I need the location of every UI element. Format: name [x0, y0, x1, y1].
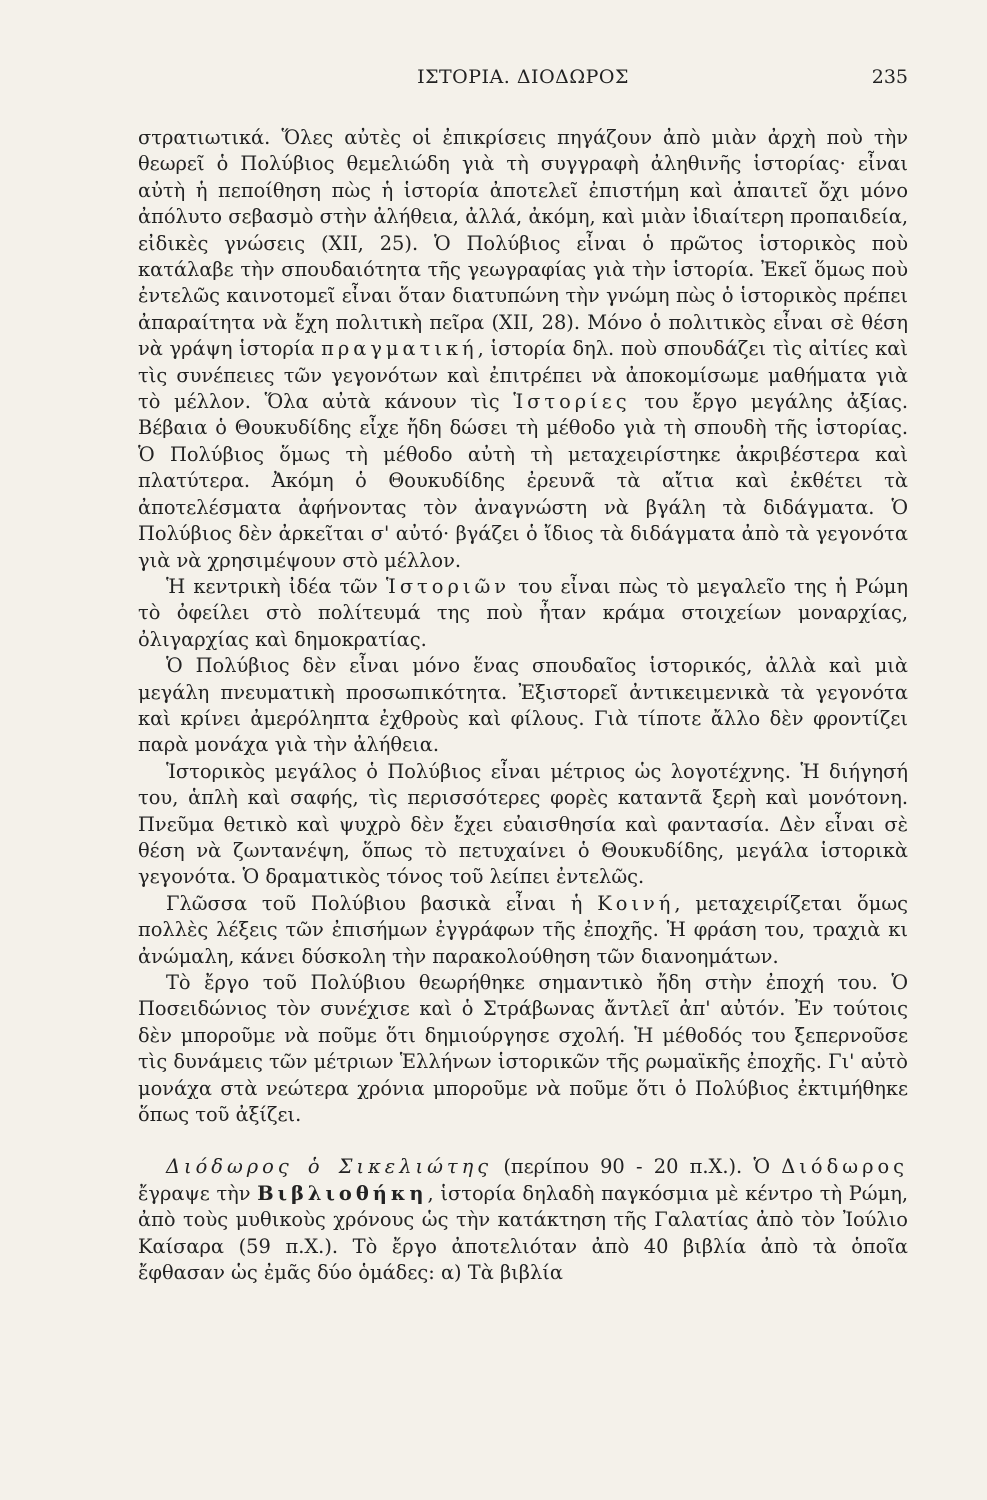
text-run: , ἱστορία δηλαδὴ παγκόσμια μὲ κέντρο τὴ Ρώμη, ἀπὸ τοὺς μυθικοὺς χρόνους ὡς τὴν κατάκτηση τῆς Γαλατίας ἀπὸ τὸν Ἰούλιο Καίσαρα (59 π.Χ.). Τὸ ἔργο ἀποτελιόταν ἀπὸ 40 βιβλία ἀπὸ τὰ ὁποῖα ἔφθασαν ὡς ἐμᾶς δύο ὁμάδες: α) Τὰ βιβλία [138, 1181, 909, 1285]
paragraph-personality: Ὁ Πολύβιος δὲν εἶναι μόνο ἕνας σπουδαῖος ἱστορικός, ἀλλὰ καὶ μιὰ μεγάλη πνευματικὴ προσωπικότητα. Ἐξιστορεῖ ἀντικειμενικὰ τὰ γεγονότα καὶ κρίνει ἀμερόληπτα ἐχθροὺς καὶ φίλους. Γιὰ τίποτε ἄλλο δὲν φροντίζει παρὰ μονάχα γιὰ τὴν ἀλήθεια. [138, 654, 908, 757]
paragraph-central-idea [138, 574, 908, 653]
emphasis-spaced: Κοινή [597, 891, 675, 915]
page-number: 235 [871, 66, 908, 88]
text-run: , ἱστορία δηλ. ποὺ σπουδάζει τὶς αἰτίες καὶ τὶς συνέπειες τῶν γεγονότων καὶ ἐπιτρέπει νὰ ἀποκομίσωμε μαθήματα γιὰ τὸ μέλλον. Ὅλα αὐτὰ κάνουν τὶς [138, 337, 908, 414]
paragraph-diodorus [138, 1154, 908, 1286]
text-run: του ἔργο μεγάλης ἀξίας. Βέβαια ὁ Θουκυδίδης εἶχε ἤδη δώσει τὴ μέθοδο γιὰ τὴ σπουδὴ τῆς ἱστορίας. Ὁ Πολύβιος ὅμως τὴ μέθοδο αὐτὴ τὴ μεταχειρίστηκε ἀκριβέστερα καὶ πλατύτερα. Ἀκόμη ὁ Θουκυδίδης ἐρευνᾶ τὰ αἴτια καὶ ἐκθέτει τὰ ἀποτελέσματα ἀφήνοντας τὸν ἀναγνώστη νὰ βγάλη τὰ διδάγματα. Ὁ Πολύβιος δὲν ἀρκεῖται σ' αὐτό· βγάζει ὁ ἴδιος τὰ διδάγματα ἀπὸ τὰ γεγονότα γιὰ νὰ χρησιμέψουν στὸ μέλλον. [138, 390, 908, 572]
emphasis-spaced: πραγματική [321, 337, 478, 361]
running-head: ΙΣΤΟΡΙΑ. ΔΙΟΔΩΡΟΣ [417, 66, 629, 88]
text-run: Ἡ κεντρικὴ ἰδέα τῶν [166, 574, 386, 598]
text-run: Γλῶσσα τοῦ Πολύβιου βασικὰ εἶναι ἡ [166, 891, 598, 915]
paragraph-polybius-method [138, 125, 908, 574]
emphasis-spaced: Ἱστορίες [513, 390, 631, 414]
text-run: , μεταχειρίζεται ὅμως πολλὲς λέξεις τῶν ἐπισήμων ἐγγράφων τῆς ἐποχῆς. Ἡ φράση του, τραχιὰ κι ἀνώμαλη, κάνει δύσκολη τὴν παρακολούθηση τῶν διανοημάτων. [138, 891, 908, 968]
text-run: ἔγραψε τὴν [138, 1181, 258, 1205]
text-run: (περίπου 90 - 20 π.Χ.). Ὁ [492, 1155, 782, 1179]
text-run: στρατιωτικά. Ὅλες αὐτὲς οἱ ἐπικρίσεις πηγάζουν ἀπὸ μιὰν ἀρχὴ ποὺ τὴν θεωρεῖ ὁ Πολύβιος θεμελιώδη γιὰ τὴ συγγραφὴ ἀληθινῆς ἱστορίας· εἶναι αὐτὴ ἡ πεποίθηση πὼς ἡ ἱστορία ἀποτελεῖ ἐπιστήμη καὶ ἀπαιτεῖ ὄχι μόνο ἀπόλυτο σεβασμὸ στὴν ἀλήθεια, ἀλλά, ἀκόμη, καὶ μιὰν ἰδιαίτερη προπαιδεία, εἰδικὲς γνώσεις (XII, 25). Ὁ Πολύβιος εἶναι ὁ πρῶτος ἱστορικὸς ποὺ κατάλαβε τὴν σπουδαιότητα τῆς γεωγραφίας γιὰ τὴν ἱστορία. Ἐκεῖ ὅμως ποὺ ἐντελῶς καινοτομεῖ εἶναι ὅταν διατυπώνη τὴν γνώμη πὼς ὁ ἱστορικὸς πρέπει ἀπαραίτητα νὰ ἔχη πολιτικὴ πεῖρα (XII, 28). Μόνο ὁ πολιτικὸς εἶναι σὲ θέση νὰ γράψη ἱστορία [138, 126, 908, 361]
section-heading-diodorus: Διόδωρος ὁ Σικελιώτης [166, 1155, 493, 1179]
emphasis-spaced: Διόδωρος [781, 1155, 908, 1179]
text-run: του εἶναι πὼς τὸ μεγαλεῖο της ἡ Ρώμη τὸ ὀφείλει στὸ πολίτευμά της ποὺ ἦταν κράμα στοιχείων μοναρχίας, ὀλιγαρχίας καὶ δημοκρατίας. [138, 574, 909, 651]
page-header [138, 66, 908, 96]
work-title: Βιβλιοθήκη [257, 1181, 428, 1205]
emphasis-spaced: Ἱστοριῶν [385, 574, 511, 598]
paragraph-reception: Τὸ ἔργο τοῦ Πολύβιου θεωρήθηκε σημαντικὸ ἤδη στὴν ἐποχή του. Ὁ Ποσειδώνιος τὸν συνέχισε καὶ ὁ Στράβωνας ἄντλεῖ ἀπ' αὐτόν. Ἐν τούτοις δὲν μποροῦμε νὰ ποῦμε ὅτι δημιούργησε σχολή. Ἡ μέθοδός του ξεπερνοῦσε τὶς δυνάμεις τῶν μέτριων Ἑλλήνων ἱστορικῶν τῆς ρωμαϊκῆς ἐποχῆς. Γι' αὐτὸ μονάχα στὰ νεώτερα χρόνια μποροῦμε νὰ ποῦμε ὅτι ὁ Πολύβιος ἐκτιμήθηκε ὅπως τοῦ ἀξίζει. [138, 971, 908, 1127]
paragraph-style: Ἱστορικὸς μεγάλος ὁ Πολύβιος εἶναι μέτριος ὡς λογοτέχνης. Ἡ διήγησή του, ἁπλὴ καὶ σαφής, τὶς περισσότερες φορὲς καταντᾶ ξερὴ καὶ μονότονη. Πνεῦμα θετικὸ καὶ ψυχρὸ δὲν ἔχει εὐαισθησία καὶ φαντασία. Δὲν εἶναι σὲ θέση νὰ ζωντανέψη, ὅπως τὸ πετυχαίνει ὁ Θουκυδίδης, μεγάλα ἱστορικὰ γεγονότα. Ὁ δραματικὸς τόνος τοῦ λείπει ἐντελῶς. [138, 759, 908, 889]
body-text [138, 125, 908, 1286]
paragraph-language [138, 891, 908, 970]
